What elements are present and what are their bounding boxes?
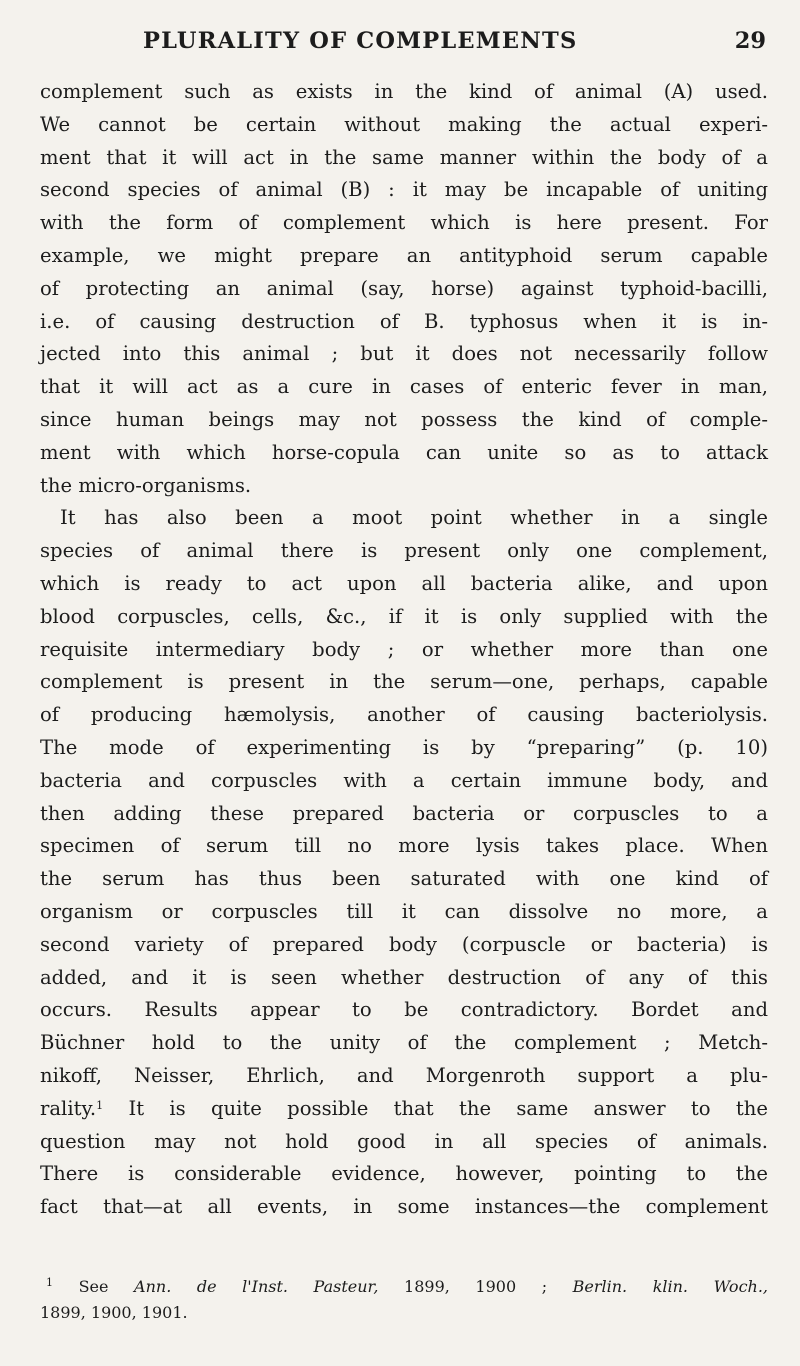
text-line: of producing hæmolysis, another of causing bacteriolysis. — [40, 703, 768, 727]
text-line: example, we might prepare an antityphoid serum capable — [40, 243, 768, 267]
text-line: fact that—at all events, in some instances—the complement — [40, 1195, 768, 1219]
footnote-line — [40, 1274, 768, 1300]
text-line: We cannot be certain without making the actual experi- — [40, 112, 768, 136]
text-line: of protecting an animal (say, horse) against typhoid-bacilli, — [40, 276, 768, 300]
text-line: second variety of prepared body (corpuscle or bacteria) is — [40, 932, 768, 956]
book-page — [40, 0, 770, 1366]
text-line: blood corpuscles, cells, &c., if it is only supplied with the — [40, 604, 768, 628]
text-fragment: It is quite possible that the same answer to the — [103, 1096, 768, 1120]
footnote-source: Berlin. klin. Woch., — [572, 1277, 768, 1296]
running-head — [40, 28, 770, 58]
text-line: since human beings may not possess the kind of comple- — [40, 407, 768, 431]
footnote-marker: 1 — [46, 1276, 53, 1289]
text-line: complement such as exists in the kind of animal (A) used. — [40, 80, 768, 103]
text-line: that it will act as a cure in cases of enteric fever in man, — [40, 375, 768, 399]
footnote-line: 1899, 1900, 1901. — [40, 1303, 188, 1322]
text-line: Büchner hold to the unity of the complement ; Metch- — [40, 1031, 768, 1055]
text-line: ment with which horse-copula can unite so as to attack — [40, 440, 768, 464]
footnote-years: 1899, 1900 ; — [378, 1277, 548, 1296]
text-line: second species of animal (B) : it may be incapable of uniting — [40, 178, 768, 202]
text-line: which is ready to act upon all bacteria alike, and upon — [40, 571, 768, 595]
text-line: with the form of complement which is here present. For — [40, 211, 768, 235]
text-line: species of animal there is present only one complement, — [40, 539, 768, 563]
footnote-reference: 1 — [96, 1098, 104, 1112]
footnote-source: Ann. de l'Inst. Pasteur, — [134, 1277, 379, 1296]
text-line-with-footnote-ref — [40, 1093, 768, 1126]
text-line: specimen of serum till no more lysis takes place. When — [40, 834, 768, 858]
text-line: the serum has thus been saturated with one kind of — [40, 867, 768, 891]
text-line: It has also been a moot point whether in a single — [60, 506, 768, 530]
text-line: occurs. Results appear to be contradictory. Bordet and — [40, 998, 768, 1022]
text-line: question may not hold good in all species of animals. — [40, 1129, 768, 1153]
footnote-see: See — [78, 1277, 109, 1296]
text-line: organism or corpuscles till it can dissolve no more, a — [40, 899, 768, 923]
text-line: requisite intermediary body ; or whether more than one — [40, 637, 768, 661]
page-number: 29 — [734, 28, 766, 54]
text-line: jected into this animal ; but it does not necessarily follow — [40, 342, 768, 366]
body-text — [40, 76, 768, 1224]
text-line: nikoff, Neisser, Ehrlich, and Morgenroth support a plu- — [40, 1063, 768, 1087]
text-line: then adding these prepared bacteria or corpuscles to a — [40, 801, 768, 825]
text-line: The mode of experimenting is by “preparing” (p. 10) — [40, 735, 768, 759]
running-title: PLURALITY OF COMPLEMENTS — [143, 28, 578, 54]
text-line: bacteria and corpuscles with a certain immune body, and — [40, 768, 768, 792]
text-line: ment that it will act in the same manner within the body of a — [40, 145, 768, 169]
text-line: There is considerable evidence, however, pointing to the — [40, 1162, 768, 1186]
text-line: complement is present in the serum—one, perhaps, capable — [40, 670, 768, 694]
text-line: added, and it is seen whether destruction of any of this — [40, 965, 768, 989]
text-line: i.e. of causing destruction of B. typhosus when it is in- — [40, 309, 768, 333]
text-fragment: rality. — [40, 1096, 97, 1120]
text-line: the micro-organisms. — [40, 473, 252, 497]
footnote — [40, 1274, 768, 1326]
